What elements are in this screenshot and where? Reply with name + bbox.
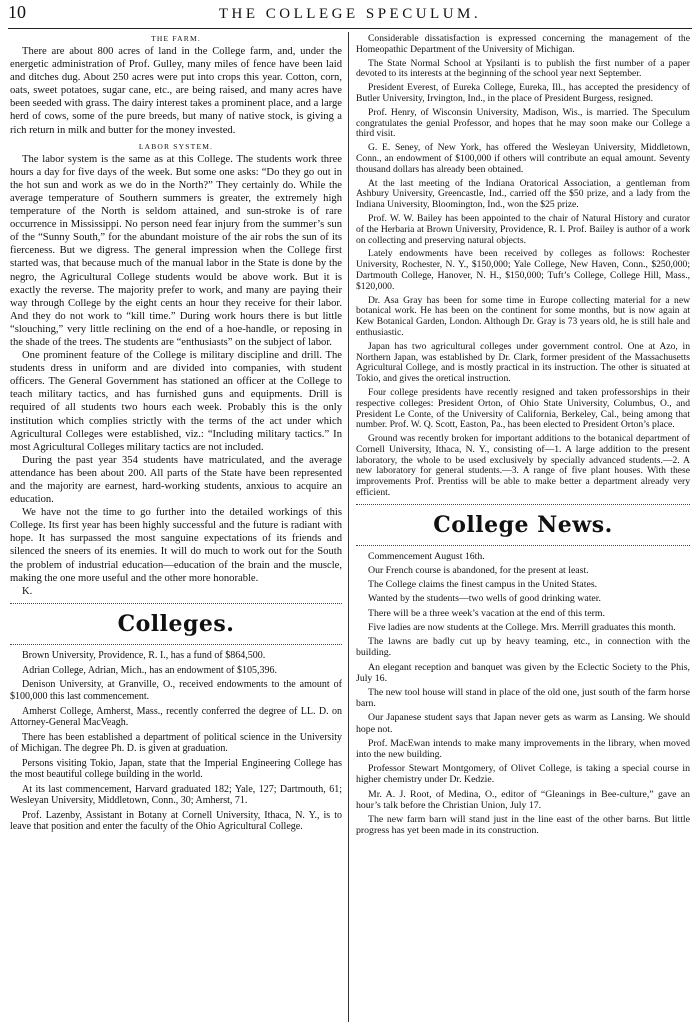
news-section-title: College News. [433,511,613,538]
list-item: Denison University, at Granville, O., received endowments to the amount of $100,000 this last commencement. [10,679,342,702]
list-item: Prof. Lazenby, Assistant in Botany at Cornell University, Ithaca, N. Y., is to leave that position and enter the faculty of the Ohio Agricultural College. [10,809,342,833]
farm-article [10,45,342,137]
list-item: Five ladies are now students at the College. Mrs. Merrill graduates this month. [368,621,676,633]
list-item: There has been established a department of political science in the University of Michigan. The degree Ph. D. is given at graduation. [10,731,342,754]
journal-title: THE COLLEGE SPECULUM. [218,6,482,22]
list-item: Our Japanese student says that Japan never gets as warm as Lansing. We should hope not. [356,712,690,735]
list-item: Prof. MacEwan intends to make many improvements in the library, when moved into the new building. [356,737,690,760]
list-item: Mr. A. J. Root, of Medina, O., editor of “Gleanings in Bee-culture,” gave an hour’s talk before the Christian Union, July 17. [356,788,690,811]
section-rule [10,644,342,645]
colleges-section-title: Colleges. [117,610,235,637]
list-item: Considerable dissatisfaction is expressed concerning the management of the Homeopathic Department of the University of Michigan. [356,33,690,55]
list-item: Dr. Asa Gray has been for some time in Europe collecting material for a new botanical work. He has been on the continent for some months, but is now again at Kew Botanical Garden, London. Although Dr. Gray is 73 years old, he is still hale and enthusiastic. [356,294,690,338]
list-item: President Everest, of Eureka College, Eureka, Ill., has accepted the presidency of Butler University, Irvington, Ind., in the place of President Burgess, resigned. [356,82,690,104]
list-item: Japan has two agricultural colleges under government control. One at Azo, in Northern Japan, was established by Dr. Clark, former president of the Massachusetts Agricultural College, and is mostly practical in its instruction. The other is situated at Tokio, and gives the oretical instruction. [356,340,690,385]
college-news-list [356,551,690,836]
college-notes-list [356,34,690,499]
section-rule [10,603,342,604]
list-item: Persons visiting Tokio, Japan, state that the Imperial Engineering College has the most beautiful college building in the world. [10,757,342,781]
farm-heading: THE FARM. [151,34,201,43]
list-item: The State Normal School at Ypsilanti is to publish the first number of a paper devoted to its interests at the beginning of the school year next September. [356,57,690,80]
right-column [356,34,690,839]
list-item: Our French course is abandoned, for the present at least. [368,565,589,577]
farm-paragraph: There are about 800 acres of land in the College farm, and, under the energetic administration of Prof. Gulley, many miles of fence have been laid and ditches dug. About 250 acres were put into crops this year. Cotton, corn, oats, sweet potatoes, sugar cane, etc., are being raised, and many acres have been seeded with grass. The dairy interest takes a prominent place, and a large herd of cows, some of the pure breeds, but many of native stock, is giving a rich return in milk and butter for the money invested. [10,46,342,136]
section-rule [356,504,690,505]
labor-paragraph: The labor system is the same as at this College. The students work three hours a day for five days of the week. But some one asks: “Do they go out in the hot sun and work as we do in the North?” They certainly do. While the average temperature of Southern summers is greater, the extremely high temperature of the North is seldom attained, and sun-stroke is of rare occurrence in Mississippi. No person need fear injury from the summer’s sun of the “Sunny South,” for the abundant moisture of the air robs the sun of its fierceness. But we digress. The general impression when the College first started was, that because much of the manual labor in the State is done by the negro, the Agricultural College students would be above work. But it is exactly the reverse. The majority prefer to work, and many are paying their way through College by the eight cents an hour they receive for their labor. And they do not work to “kill time.” During work hours there is but little “slouching,” very little reclining on the end of a hoe-handle, or reposing in the shade of the trees. The students are “enthusiasts” on the subject of labor. [10,153,342,348]
list-item: Ground was recently broken for important additions to the botanical department of Cornell University, Ithaca, N. Y., consisting of—1. A large addition to the present laboratory, the whole to be used exclusively by specially advanced students.—2. A new laboratory for general students.—3. A range of five plant houses. With these improvements Prof. Prentiss will be able to make better a department already very efficient. [356,433,690,499]
list-item: The new farm barn will stand just in the line east of the other barns. But little progress has yet been made in its construction. [356,813,690,837]
list-item: Lately endowments have been received by colleges as follows: Rochester University, Rochester, N. Y., $150,000; Yale College, New Haven, Conn., $250,000; Dartmouth College, Hanover, N. H., $150,000; Tuft’s College, College Hill, Mass., $120,000. [356,248,690,292]
list-item: The new tool house will stand in place of the old one, just south of the farm horse barn. [356,686,690,710]
list-item: Prof. Henry, of Wisconsin University, Madison, Wis., is married. The Speculum congratulates the genial Professor, and hopes that he may soon make our College a third visit. [356,106,690,140]
list-item: Amherst College, Amherst, Mass., recently conferred the degree of LL. D. on Attorney-General MacVeagh. [10,705,342,728]
list-item: At its last commencement, Harvard graduated 182; Yale, 127; Dartmouth, 61; Wesleyan University, Middletown, Conn., 30; Amherst, 71. [10,783,342,807]
list-item: Wanted by the students—two wells of good drinking water. [368,593,601,605]
list-item: There will be a three week’s vacation at the end of this term. [368,607,605,619]
list-item: G. E. Seney, of New York, has offered the Wesleyan University, Middletown, Conn., an endowment of $100,000 if others will contribute an equal amount. Seventy thousand dollars has already been obtained. [356,142,690,175]
list-item: Four college presidents have recently resigned and taken professorships in their respective colleges: President Orton, of Ohio State University, Columbus, O., and President Le Conte, of the University of California, Berkeley, Cal., being among that number. Prof. W. Q. Scott, Easton, Pa., has been elected to President Orton’s place. [356,386,690,431]
list-item: An elegant reception and banquet was given by the Eclectic Society to the Phis, July 16. [356,661,690,684]
attendance-paragraph: During the past year 354 students have matriculated, and the average attendance has been about 200. All parts of the State have been represented and the majority are earnest, hard-working students, anxious to acquire an education. [10,454,342,506]
section-rule [356,545,690,546]
list-item: The lawns are badly cut up by heavy teaming, etc., in connection with the building. [356,636,690,659]
list-item: Adrian College, Adrian, Mich., has an endowment of $105,396. [22,664,277,676]
list-item: Commencement August 16th. [368,550,485,562]
page-number: 10 [8,2,26,22]
labor-heading: LABOR SYSTEM. [138,141,214,151]
list-item: The College claims the finest campus in the United States. [368,579,598,591]
military-paragraph: One prominent feature of the College is military discipline and drill. The students dress in uniform and are divided into companies, with student officers. The General Government has stationed an officer at the College to teach military tactics, and has furnished guns and equipments. Drill is required of all students two hours each week. Probably this is the only institution which complies strictly with the terms of the act under which Agricultural Colleges were established, viz.: “Including military tactics.” In most Agricultural Colleges military tactics are not included. [10,350,342,453]
labor-article [10,153,342,598]
colleges-list [10,650,342,833]
column-divider [348,32,349,1022]
list-item: Professor Stewart Montgomery, of Olivet College, is taking a special course in higher chemistry under Dr. Kedzie. [356,763,690,786]
list-item: At the last meeting of the Indiana Oratorical Association, a gentleman from Ashbury University, Greencastle, Ind., carried off the $50 prize, and a lady from the Indiana University, Bloomington, Ind., won the $25 prize. [356,177,690,211]
closing-paragraph: We have not the time to go further into the detailed workings of this College. Its first year has been highly successful and the future is radiant with hope. It has surpassed the most sanguine expectations of its friends and silenced the sneers of its enemies. It will do much to work out for the South the problem of industrial education—education of the brain and the muscle, making the one more useful and the other more honorable. [10,507,342,584]
page-header [8,2,692,29]
list-item: Prof. W. W. Bailey has been appointed to the chair of Natural History and curator of the Herbaria at Brown University, Providence, R. I. Prof. Bailey is author of a work on collecting and preserving natural objects. [356,212,690,246]
left-column [10,34,342,836]
author-signature: K. [22,585,33,597]
list-item: Brown University, Providence, R. I., has a fund of $864,500. [22,649,266,661]
